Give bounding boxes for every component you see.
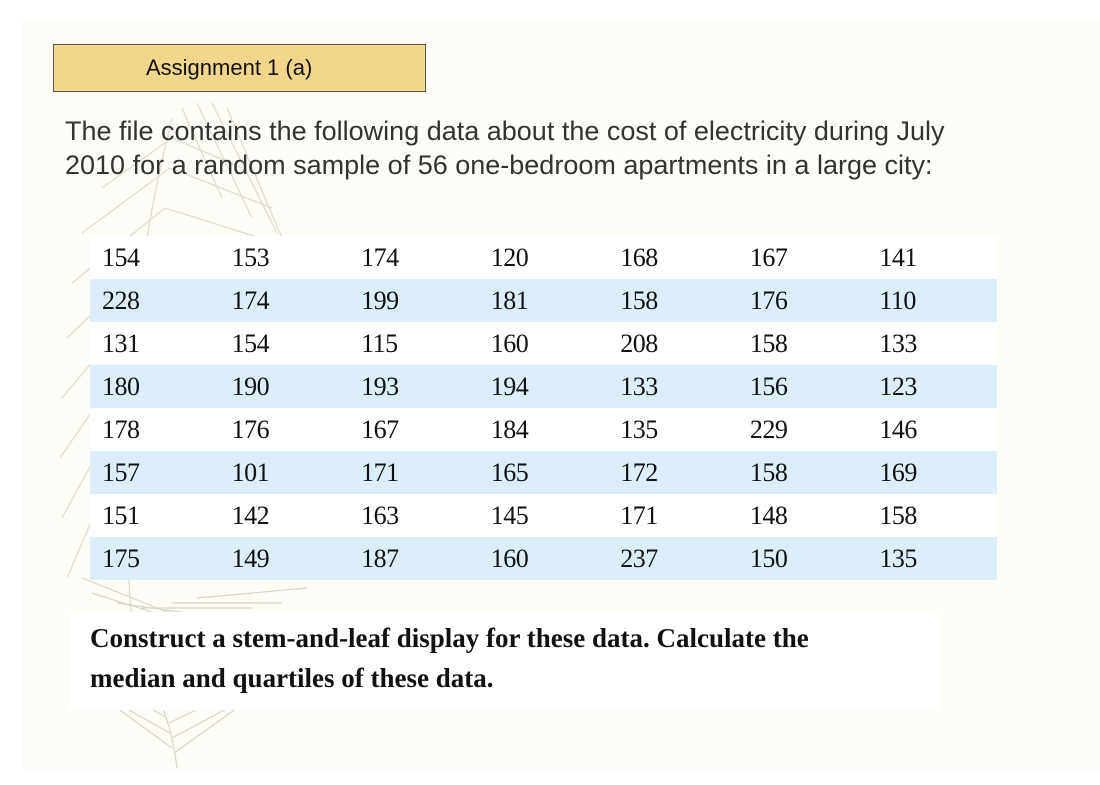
table-cell: 158	[620, 285, 658, 315]
table-cell: 115	[361, 328, 398, 358]
table-cell: 158	[749, 328, 788, 358]
table-cell: 153	[231, 242, 270, 272]
table-row	[90, 494, 997, 537]
table-cell: 148	[749, 500, 788, 530]
table-cell: 154	[231, 328, 270, 358]
task-instructions	[70, 612, 940, 710]
table-cell: 174	[361, 242, 399, 272]
table-cell: 176	[231, 414, 270, 444]
table-cell: 237	[620, 543, 658, 573]
table-cell: 229	[749, 414, 788, 444]
table-cell: 228	[102, 285, 140, 315]
table-row	[90, 322, 997, 365]
table-cell: 199	[361, 285, 399, 315]
intro-line-2: 2010 for a random sample of 56 one-bedroom apartments in a large city:	[65, 150, 933, 180]
table-cell: 184	[490, 414, 529, 444]
table-cell: 176	[749, 285, 788, 315]
table-row	[90, 236, 997, 279]
table-cell: 135	[879, 543, 917, 573]
table-cell: 156	[749, 371, 788, 401]
table-row	[90, 365, 997, 408]
table-cell: 167	[749, 242, 788, 272]
table-cell: 172	[620, 457, 658, 487]
slide	[22, 18, 1100, 770]
table-cell: 171	[361, 457, 399, 487]
table-cell: 160	[490, 543, 529, 573]
intro-line-1: The file contains the following data about the cost of electricity during July	[65, 116, 945, 146]
table-cell: 187	[361, 543, 399, 573]
table-cell: 141	[879, 242, 917, 272]
table-cell: 158	[879, 500, 917, 530]
table-cell: 158	[749, 457, 788, 487]
table-cell: 133	[620, 371, 658, 401]
table-cell: 142	[231, 500, 270, 530]
assignment-title: Assignment 1 (a)	[53, 44, 426, 92]
table-cell: 131	[102, 328, 140, 358]
table-cell: 208	[620, 328, 658, 358]
table-cell: 190	[231, 371, 270, 401]
table-cell: 123	[879, 371, 917, 401]
table-row	[90, 408, 997, 451]
table-cell: 171	[620, 500, 658, 530]
table-cell: 120	[490, 242, 529, 272]
table-cell: 163	[361, 500, 399, 530]
table-row	[90, 537, 997, 580]
table-cell: 167	[361, 414, 399, 444]
table-cell: 180	[102, 371, 140, 401]
table-cell: 101	[231, 457, 270, 487]
table-cell: 157	[102, 457, 140, 487]
table-cell: 160	[490, 328, 529, 358]
table-cell: 194	[490, 371, 529, 401]
table-cell: 154	[102, 242, 140, 272]
table-cell: 168	[620, 242, 658, 272]
table-cell: 133	[879, 328, 917, 358]
table-cell: 178	[102, 414, 140, 444]
table-row	[90, 279, 997, 322]
table-row	[90, 451, 997, 494]
table-cell: 169	[879, 457, 917, 487]
electricity-cost-table	[90, 236, 997, 580]
table-cell: 175	[102, 543, 140, 573]
table-cell: 165	[490, 457, 529, 487]
table-cell: 149	[231, 543, 270, 573]
table-cell: 193	[361, 371, 399, 401]
table-cell: 150	[749, 543, 788, 573]
table-cell: 145	[490, 500, 529, 530]
table-cell: 181	[490, 285, 529, 315]
table-cell: 146	[879, 414, 917, 444]
table-cell: 151	[102, 500, 140, 530]
table-cell: 110	[879, 285, 916, 315]
task-line-2: median and quartiles of these data.	[90, 663, 494, 693]
table-cell: 135	[620, 414, 658, 444]
intro-text	[65, 114, 1065, 182]
table-cell: 174	[231, 285, 270, 315]
task-line-1: Construct a stem-and-leaf display for these data. Calculate the	[90, 623, 809, 653]
